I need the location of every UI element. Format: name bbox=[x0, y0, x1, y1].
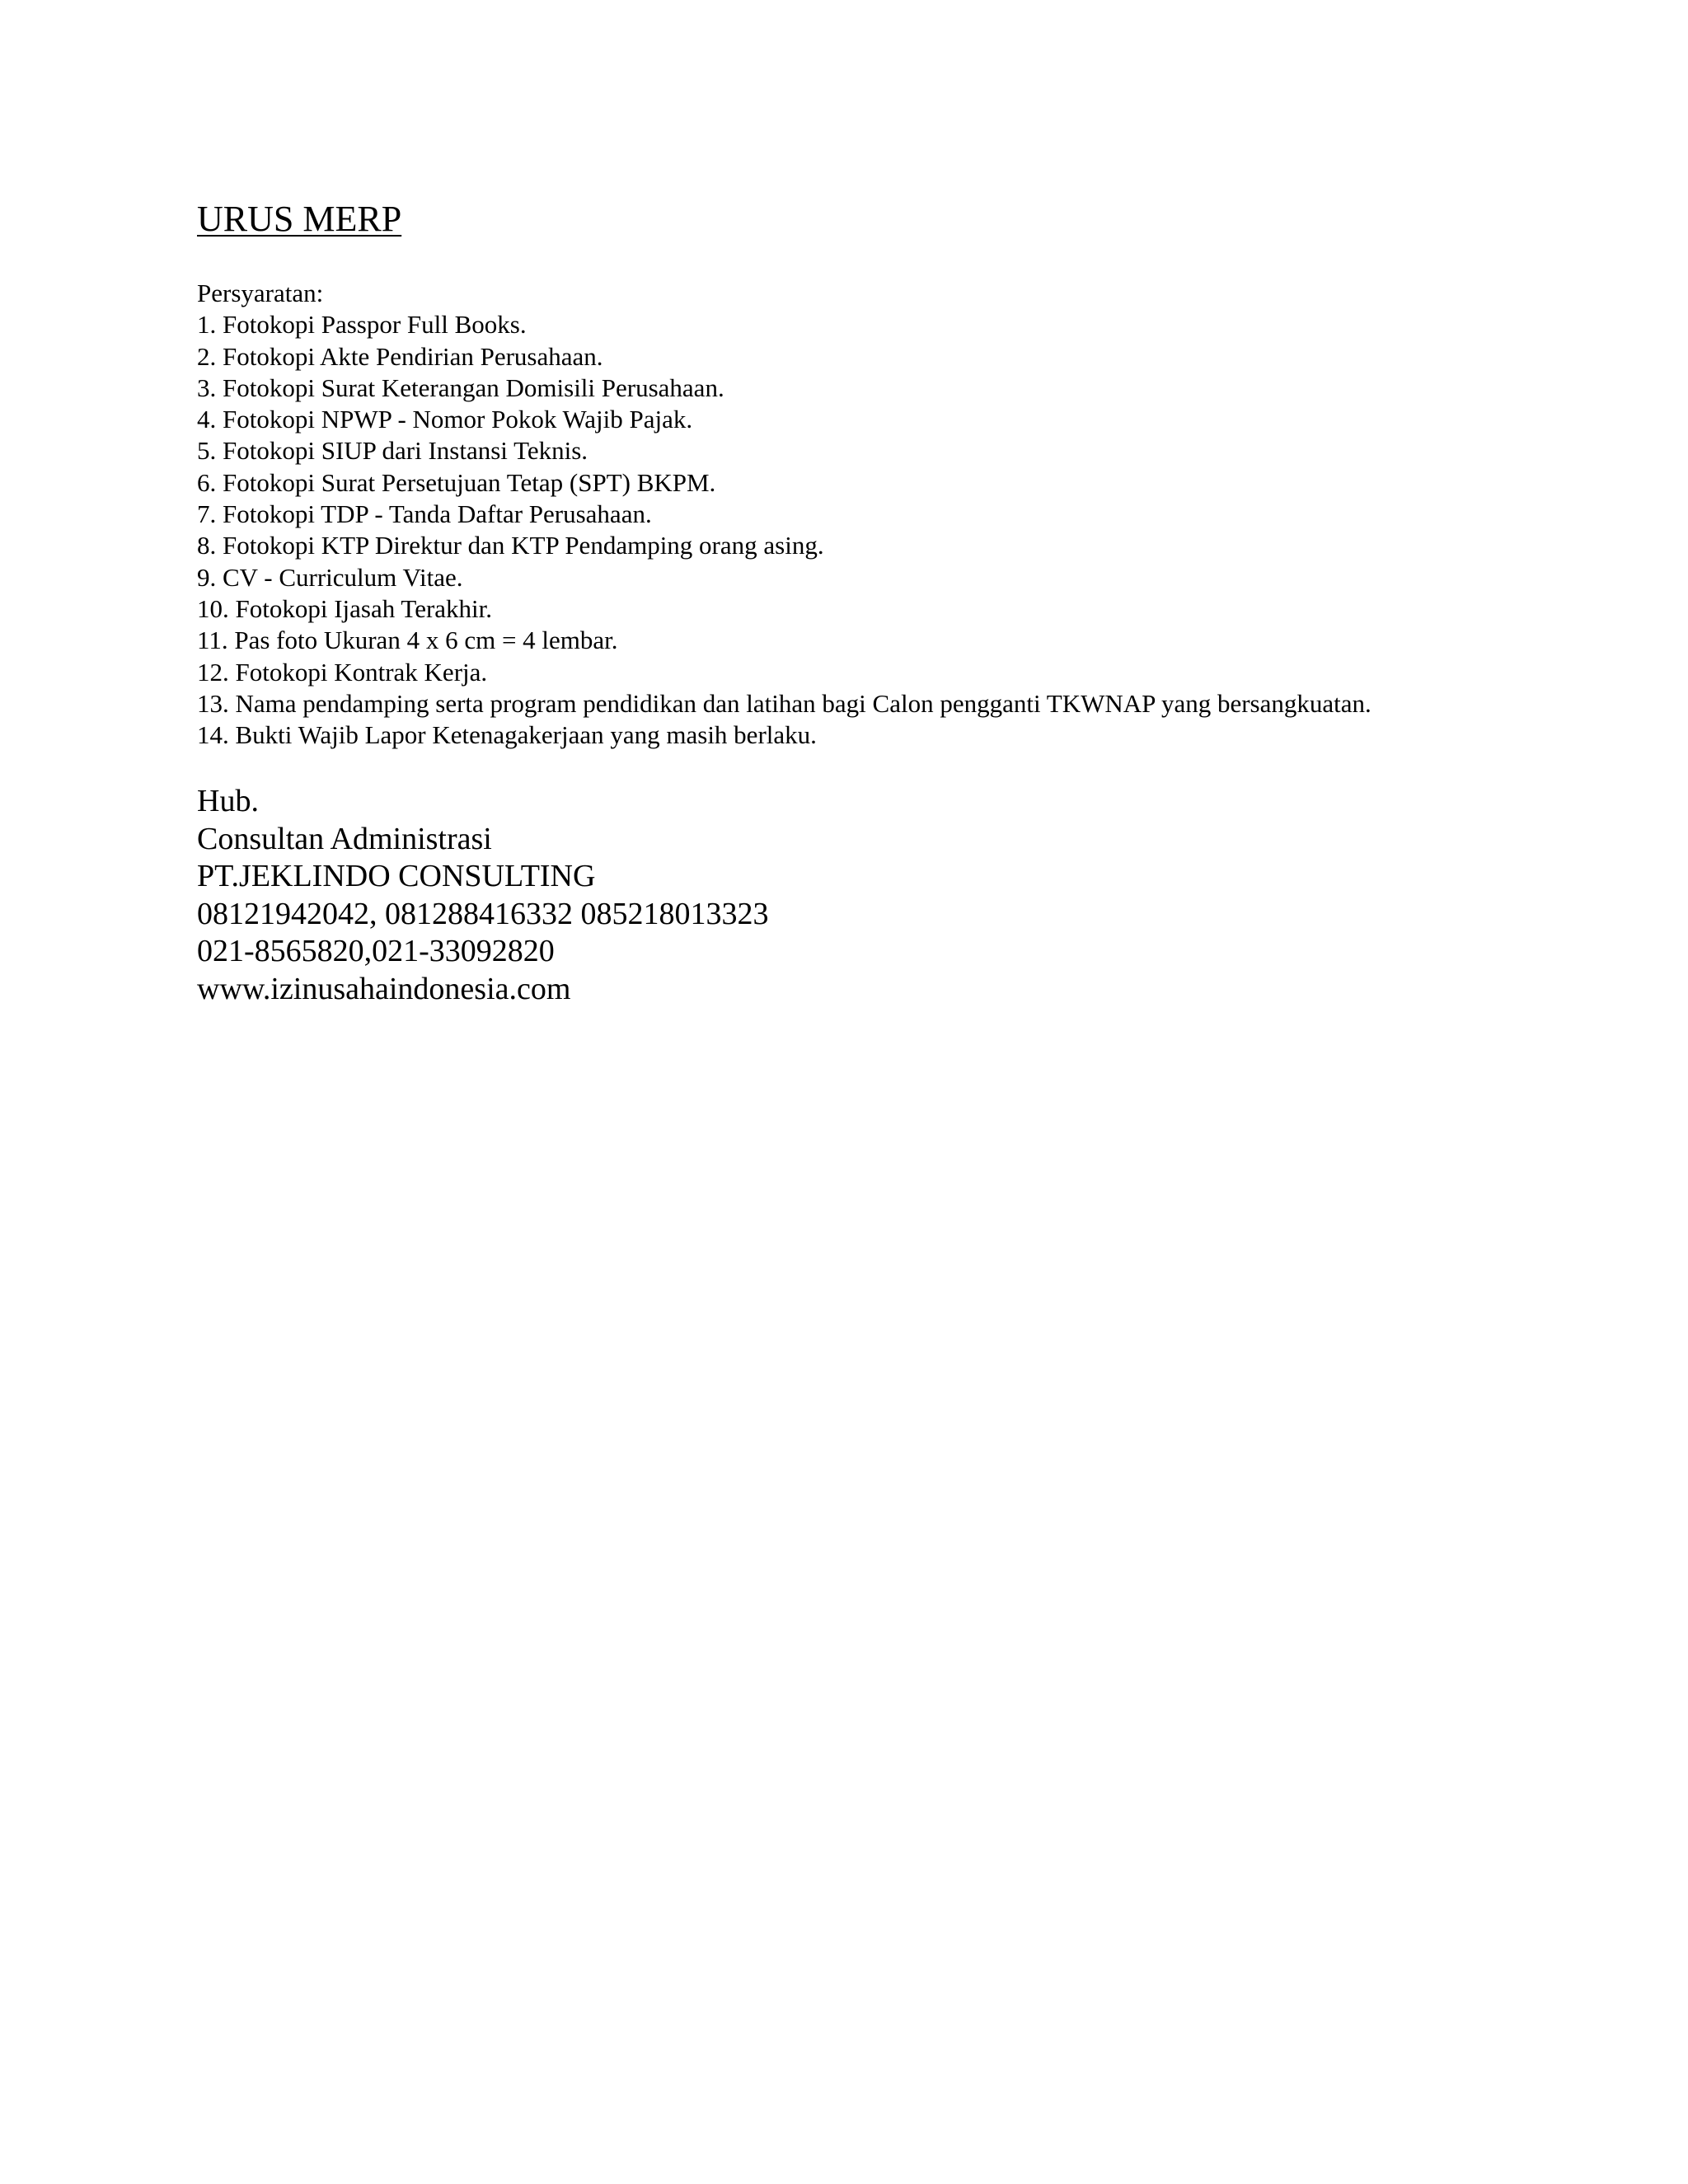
requirement-item: 6. Fotokopi Surat Persetujuan Tetap (SPT) BKPM. bbox=[197, 467, 716, 497]
contact-section bbox=[197, 783, 1433, 1009]
contact-label: Hub. bbox=[197, 784, 259, 818]
requirement-item: 14. Bukti Wajib Lapor Ketenagakerjaan yang masih berlaku. bbox=[197, 720, 817, 750]
requirement-item: 7. Fotokopi TDP - Tanda Daftar Perusahaan. bbox=[197, 499, 652, 529]
requirement-item: 1. Fotokopi Passpor Full Books. bbox=[197, 310, 527, 340]
requirements-section bbox=[197, 278, 1648, 751]
requirements-heading: Persyaratan: bbox=[197, 279, 324, 307]
office-phone-numbers: 021-8565820,021-33092820 bbox=[197, 934, 555, 969]
company-name: PT.JEKLINDO CONSULTING bbox=[197, 859, 596, 894]
requirements-list bbox=[197, 309, 1648, 751]
mobile-phone-numbers: 08121942042, 081288416332 085218013323 bbox=[197, 896, 769, 931]
requirement-item: 13. Nama pendamping serta program pendidikan dan latihan bagi Calon pengganti TKWNAP yang bersangkuatan. bbox=[197, 688, 1372, 718]
requirement-item: 8. Fotokopi KTP Direktur dan KTP Pendamping orang asing. bbox=[197, 531, 824, 560]
requirement-item: 5. Fotokopi SIUP dari Instansi Teknis. bbox=[197, 436, 588, 466]
contact-role: Consultan Administrasi bbox=[197, 821, 492, 856]
document-title: URUS MERP bbox=[197, 199, 402, 239]
requirement-item: 2. Fotokopi Akte Pendirian Perusahaan. bbox=[197, 341, 603, 371]
website-link[interactable]: www.izinusahaindonesia.com bbox=[197, 971, 571, 1006]
requirement-item: 12. Fotokopi Kontrak Kerja. bbox=[197, 657, 488, 687]
requirement-item: 11. Pas foto Ukuran 4 x 6 cm = 4 lembar. bbox=[197, 626, 618, 655]
requirement-item: 4. Fotokopi NPWP - Nomor Pokok Wajib Pajak. bbox=[197, 405, 693, 434]
requirement-item: 9. CV - Curriculum Vitae. bbox=[197, 562, 463, 592]
requirement-item: 3. Fotokopi Surat Keterangan Domisili Perusahaan. bbox=[197, 373, 724, 402]
requirement-item: 10. Fotokopi Ijasah Terakhir. bbox=[197, 593, 493, 623]
